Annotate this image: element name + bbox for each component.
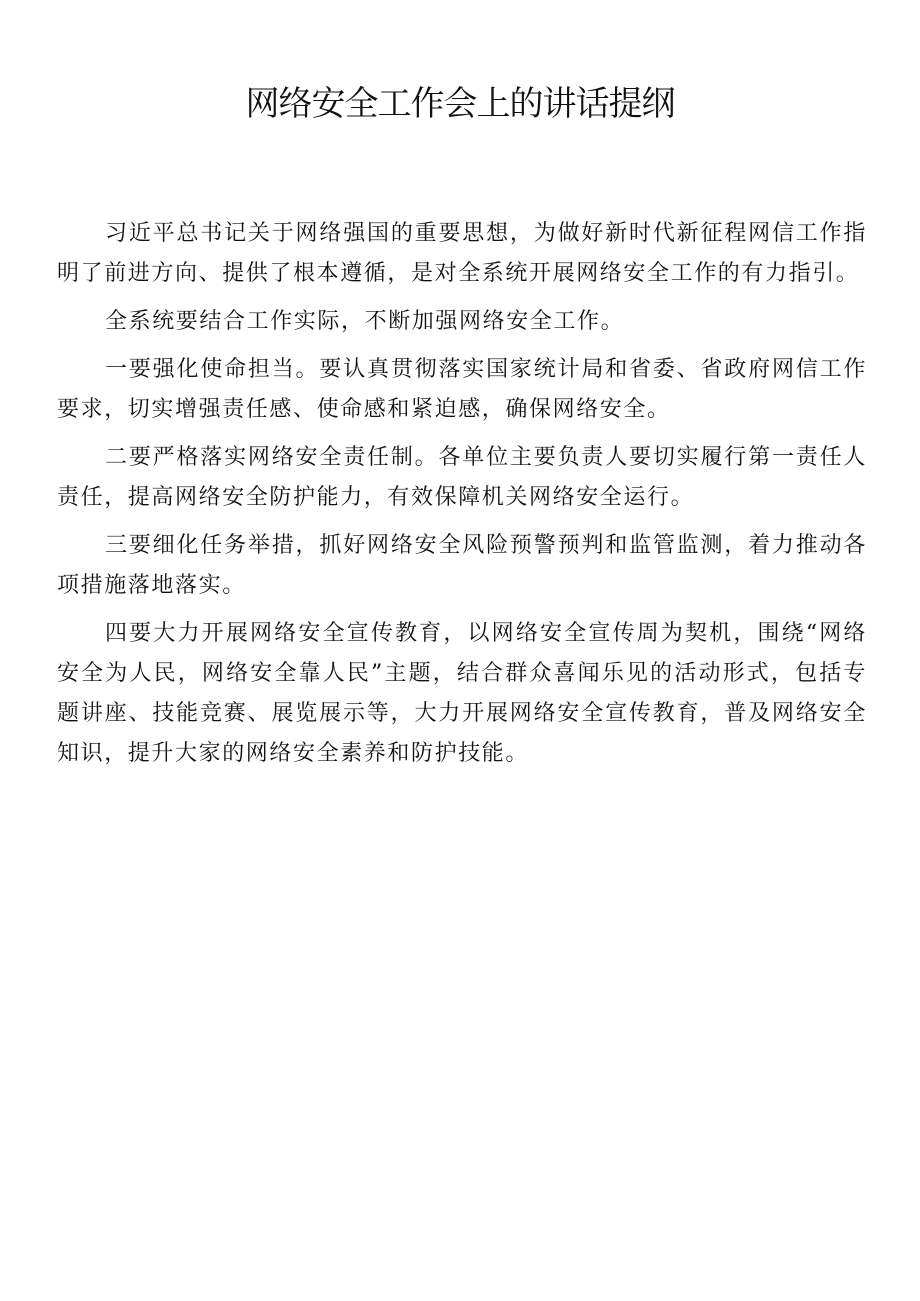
paragraph-point-two: 二要严格落实网络安全责任制。各单位主要负责人要切实履行第一责任人责任，提高网络安全防护能力，有效保障机关网络安全运行。	[57, 445, 867, 510]
paragraph-overview: 全系统要结合工作实际，不断加强网络安全工作。	[105, 309, 625, 334]
document-body	[57, 214, 867, 782]
paragraph-intro: 习近平总书记关于网络强国的重要思想，为做好新时代新征程网信工作指明了前进方向、提供了根本遵循，是对全系统开展网络安全工作的有力指引。	[57, 221, 867, 286]
paragraph-point-three: 三要细化任务举措，抓好网络安全风险预警预判和监管监测，着力推动各项措施落地落实。	[57, 533, 867, 598]
paragraph-point-one: 一要强化使命担当。要认真贯彻落实国家统计局和省委、省政府网信工作要求，切实增强责任感、使命感和紧迫感，确保网络安全。	[57, 357, 867, 422]
document-title: 网络安全工作会上的讲话提纲	[245, 84, 675, 124]
paragraph-point-four: 四要大力开展网络安全宣传教育，以网络安全宣传周为契机，围绕“网络安全为人民，网络安全靠人民”主题，结合群众喜闻乐见的活动形式，包括专题讲座、技能竞赛、展览展示等，大力开展网络安全宣传教育，普及网络安全知识，提升大家的网络安全素养和防护技能。	[57, 621, 867, 766]
